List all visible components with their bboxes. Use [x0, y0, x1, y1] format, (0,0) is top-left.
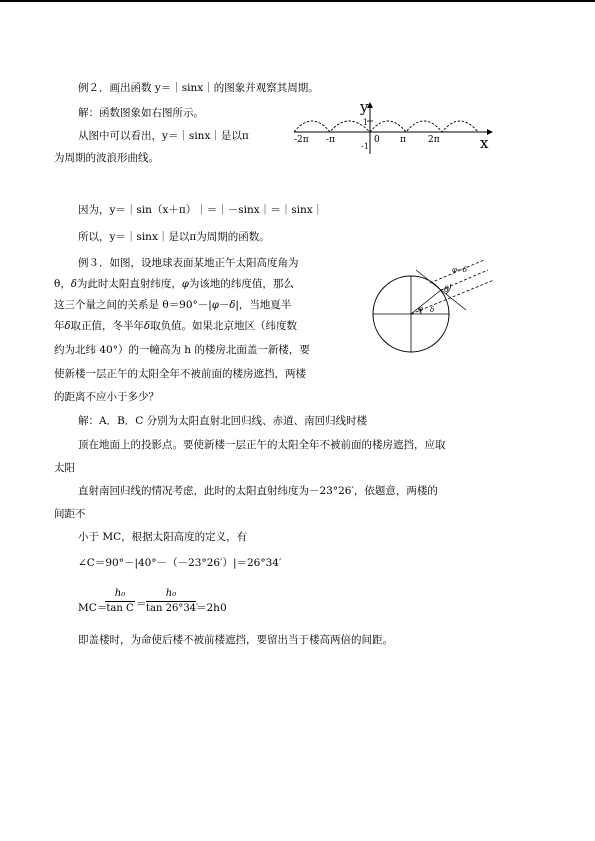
graph-origin: 0 [374, 135, 380, 145]
theta-text: θ， [54, 278, 71, 290]
fraction-bar [105, 601, 135, 602]
fraction-numerator: h₀ [114, 588, 126, 599]
example3-line3 [54, 298, 291, 313]
fraction-denominator: tan C [106, 603, 134, 614]
delta-symbol: δ [229, 300, 236, 311]
solution3-conclusion: 即盖楼时，为命使后楼不被前楼遮挡，要留出当于楼高两倍的间距。 [78, 634, 393, 646]
graph-tick-minus-2pi: -2π [294, 135, 309, 145]
phi-symbol: φ [211, 300, 219, 311]
equals-sign: ＝ [136, 598, 147, 610]
delta-label: δ [430, 306, 435, 314]
fraction-bar [146, 601, 196, 602]
example3-line2-mid: 为此时太阳直射纬度， [76, 278, 182, 290]
angle-c-equation: ∠C＝90°－|40°－（－23°26′）|＝26°34′ [78, 557, 282, 569]
example2-therefore: 所以，y＝｜sinx｜是以π为周期的函数。 [78, 231, 270, 243]
example2-solution-line1: 解：函数图象如右图所示。 [78, 107, 204, 119]
example3-line4-start: 年 [54, 320, 65, 332]
abs-sine-curve [294, 121, 478, 132]
phi-symbol: φ [181, 279, 189, 290]
example2-because: 因为，y＝｜sin（x＋π）｜＝｜－sinx｜＝｜sinx｜ [78, 204, 324, 216]
solution3-line1: 解：A．B．C 分别为太阳直射北回归线、赤道、南回归线时楼 [78, 415, 368, 427]
theta-label: θ [444, 285, 449, 294]
example2-title: 例２．画出函数 y＝｜sinx｜的图象并观察其周期。 [78, 82, 319, 94]
graph-tick-neg1: -1 [361, 142, 369, 151]
example2-solution-line3: 为周期的波浪形曲线。 [54, 152, 159, 164]
example3-line4 [54, 319, 297, 334]
example3-line3-start: 这三个量之间的关系是 θ＝90°－| [54, 299, 212, 311]
graph-tick-2pi: 2π [428, 135, 440, 145]
example3-line3-end: |，当地夏半 [235, 299, 292, 311]
mc-result: ＝2h0 [196, 602, 227, 614]
example3-line2 [54, 277, 294, 292]
phi-label: φ [418, 305, 423, 313]
fraction-h0-over-tanC [105, 588, 135, 615]
latitude-radius [411, 290, 441, 314]
fraction-denominator: tan 26°34′ [146, 603, 199, 614]
graph-tick-1: 1 [363, 118, 369, 127]
solution3-line6: 小于 MC，根据太阳高度的定义，有 [78, 531, 248, 543]
sun-altitude-figure [366, 252, 506, 357]
example3-line4-end: 取负值。如果北京地区（纬度数 [150, 320, 298, 332]
page-top-border [0, 0, 595, 2]
solution3-line2: 顶在地面上的投影点。要使新楼一层正午的太阳全年不被前面的楼房遮挡，应取 [78, 439, 446, 451]
example3-line5: 约为北纬 40°）的一幢高为 h 的楼房北面盖一新楼，要 [54, 344, 310, 356]
phi-minus-delta-label: φ−δ [452, 266, 467, 274]
example3-line2-end: 为该地的纬度值，那么 [188, 278, 294, 290]
example3-line4-mid: 取正值，冬半年 [70, 320, 145, 332]
delta-symbol: δ [144, 321, 151, 332]
graph-y-label: y [360, 98, 369, 116]
graph-tick-minus-pi: -π [326, 135, 335, 145]
fraction-h0-over-tan2634 [146, 588, 199, 615]
example3-line1: 例３．如图，设地球表面某地正午太阳高度角为 [78, 257, 299, 269]
delta-symbol: δ [64, 321, 71, 332]
abs-sine-graph [290, 98, 495, 158]
x-axis [294, 129, 493, 135]
graph-x-label: x [480, 134, 489, 152]
example3-line7: 的距离不应小于多少？ [54, 391, 159, 403]
solution3-line3: 太阳 [54, 462, 75, 474]
example3-line6: 使新楼一层正午的太阳全年不被前面的楼房遮挡，两楼 [54, 368, 306, 380]
minus-sign: － [218, 299, 230, 311]
delta-symbol: δ [70, 279, 77, 290]
mc-label: MC＝ [78, 602, 108, 614]
example2-solution-line2: 从图中可以看出，y＝｜sinx｜是以π [78, 130, 249, 142]
graph-tick-pi: π [400, 135, 406, 145]
solution3-line4: 直射南回归线的情况考虑，此时的太阳直射纬度为－23°26′，依题意，两楼的 [78, 485, 438, 497]
fraction-numerator: h₀ [165, 588, 177, 599]
solution3-line5: 间距不 [54, 508, 86, 520]
